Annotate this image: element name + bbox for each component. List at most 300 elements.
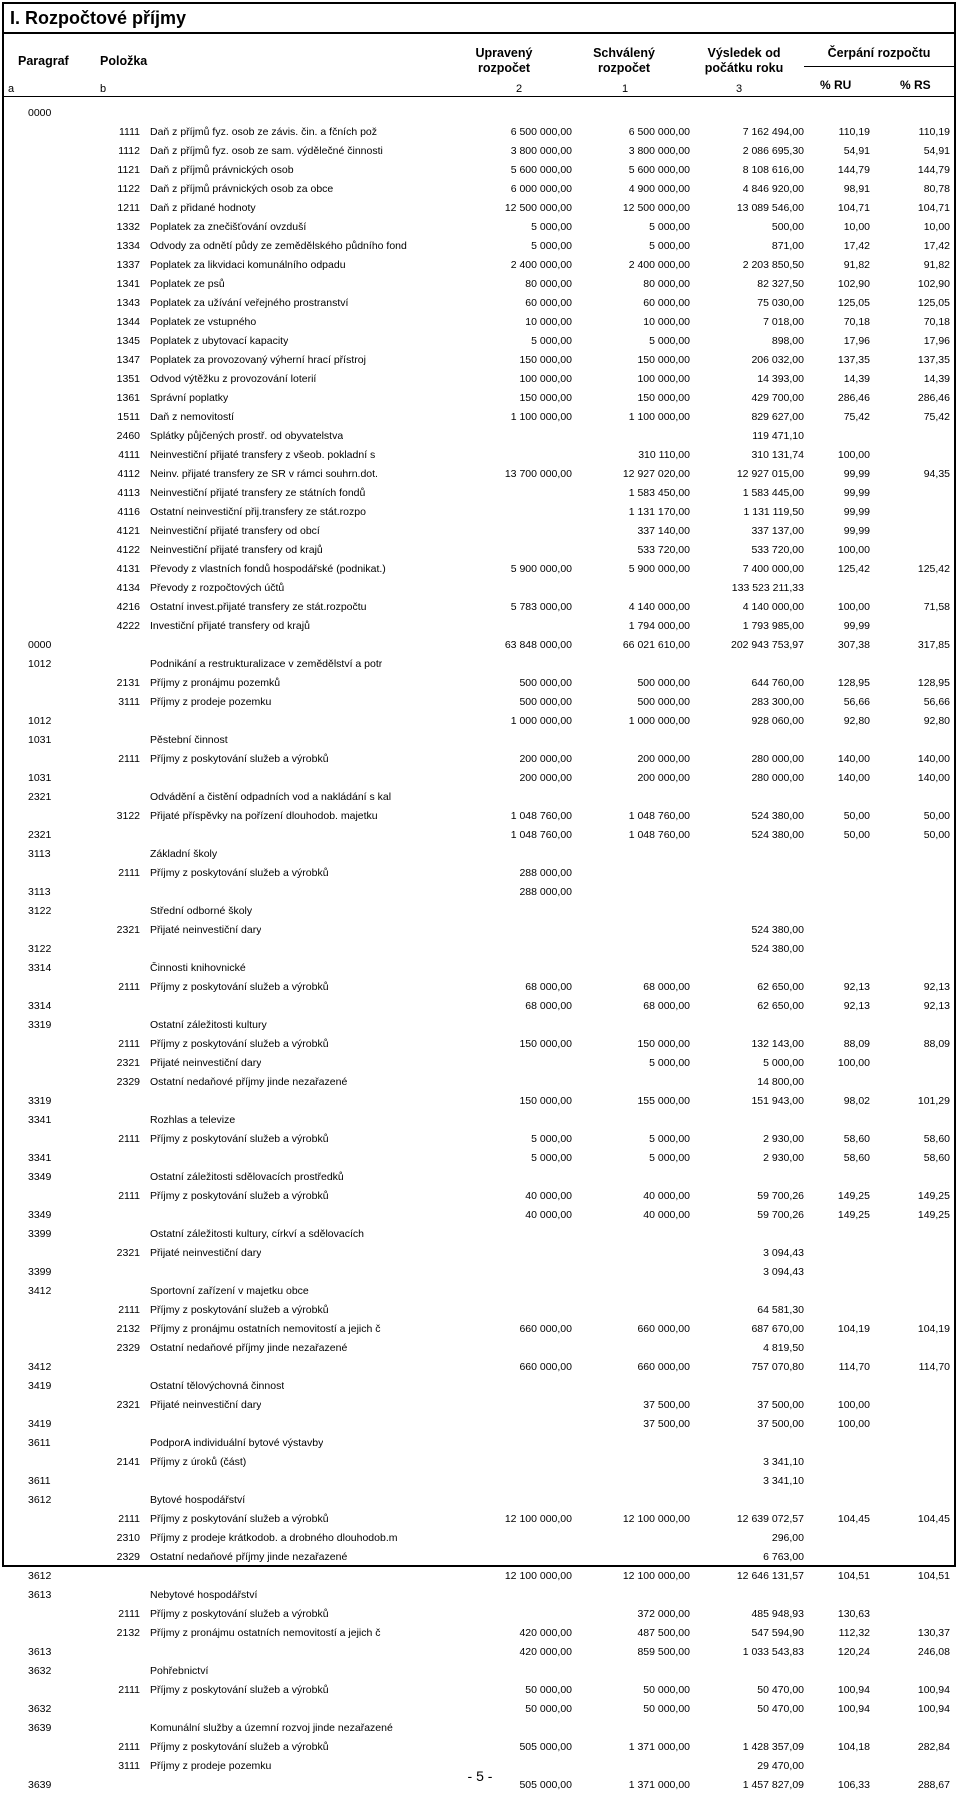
row-schvaleny: 337 140,00: [637, 525, 690, 537]
table-row: [4, 161, 954, 180]
header-polozka: Položka: [100, 54, 148, 68]
row-vysledek: 524 380,00: [751, 924, 804, 936]
page-number: - 5 -: [467, 1768, 493, 1784]
row-upraveny: 5 000,00: [531, 221, 572, 233]
table-row: [4, 541, 954, 560]
row-polozka: 1211: [117, 202, 140, 214]
row-upraveny: 3 800 000,00: [510, 145, 572, 157]
row-schvaleny: 12 927 020,00: [622, 468, 690, 480]
report-frame: [2, 2, 956, 1791]
row-polozka: 1341: [116, 278, 140, 290]
table-row: [4, 959, 954, 978]
table-row: [4, 1453, 954, 1472]
row-schvaleny: 500 000,00: [637, 677, 690, 689]
row-description: Neinvestiční přijaté transfery z všeob. pokladní s: [150, 449, 376, 461]
table-row: [4, 427, 954, 446]
row-polozka: 2111: [118, 1304, 140, 1316]
row-polozka: 1112: [118, 145, 140, 157]
row-upraveny: 12 100 000,00: [504, 1513, 572, 1525]
row-vysledek: 2 930,00: [763, 1133, 804, 1145]
row-schvaleny: 5 000,00: [649, 335, 690, 347]
table-row: [4, 731, 954, 750]
row-pct-rs: 50,00: [923, 810, 950, 822]
header-upraveny-2: rozpočet: [477, 61, 531, 75]
row-schvaleny: 3 800 000,00: [628, 145, 690, 157]
row-schvaleny: 1 131 170,00: [628, 506, 690, 518]
table-row: [4, 674, 954, 693]
row-pct-rs: 104,51: [917, 1570, 950, 1582]
row-pct-ru: 92,13: [843, 981, 870, 993]
row-description: Ostatní nedaňové příjmy jinde nezařazené: [150, 1551, 348, 1563]
row-description: Převody z rozpočtových účtů: [150, 582, 285, 594]
row-vysledek: 132 143,00: [751, 1038, 804, 1050]
row-polozka: 2111: [118, 1190, 140, 1202]
row-schvaleny: 200 000,00: [637, 753, 690, 765]
row-description: Přijaté příspěvky na pořízení dlouhodob. majetku: [150, 810, 378, 822]
row-description: Příjmy z poskytování služeb a výrobků: [150, 1513, 329, 1525]
row-schvaleny: 12 100 000,00: [622, 1570, 690, 1582]
row-vysledek: 4 846 920,00: [742, 183, 804, 195]
row-polozka: 1332: [116, 221, 140, 233]
table-row: [4, 864, 954, 883]
row-paragraf: 3632: [28, 1665, 52, 1677]
row-description: Příjmy z pronájmu ostatních nemovitostí a jejich č: [150, 1323, 381, 1335]
row-polozka: 2111: [118, 981, 140, 993]
row-description: Přijaté neinvestiční dary: [150, 924, 262, 936]
row-upraveny: 150 000,00: [519, 392, 572, 404]
row-pct-ru: 112,32: [838, 1627, 870, 1639]
table-row: [4, 1415, 954, 1434]
row-pct-ru: 128,95: [837, 677, 870, 689]
row-vysledek: 119 471,10: [752, 430, 804, 442]
row-vysledek: 1 131 119,50: [743, 506, 804, 518]
row-pct-ru: 100,94: [837, 1684, 870, 1696]
row-vysledek: 485 948,93: [751, 1608, 804, 1620]
title-bar: [4, 4, 954, 34]
row-paragraf: 3341: [28, 1114, 52, 1126]
row-description: Daň z příjmů právnických osob za obce: [150, 183, 334, 195]
row-paragraf: 3639: [28, 1779, 52, 1791]
table-row: [4, 1092, 954, 1111]
row-description: Poplatek za užívání veřejného prostranství: [150, 297, 349, 309]
row-description: Pohřebnictví: [150, 1665, 209, 1677]
table-row: [4, 1244, 954, 1263]
row-description: Základní školy: [150, 848, 218, 860]
row-upraveny: 6 500 000,00: [510, 126, 572, 138]
row-description: Daň z příjmů fyz. osob ze sam. výdělečné činnosti: [150, 145, 383, 157]
row-upraveny: 5 000,00: [531, 335, 572, 347]
table-row: [4, 560, 954, 579]
row-pct-ru: 104,18: [837, 1741, 870, 1753]
row-description: Příjmy z prodeje krátkodob. a drobného dlouhodob.m: [150, 1532, 398, 1544]
table-row: [4, 1605, 954, 1624]
row-pct-ru: 14,39: [843, 373, 870, 385]
row-description: Neinvestiční přijaté transfery ze státních fondů: [150, 487, 366, 499]
row-pct-ru: 286,46: [837, 392, 870, 404]
row-schvaleny: 1 048 760,00: [628, 810, 690, 822]
row-vysledek: 13 089 546,00: [736, 202, 804, 214]
row-schvaleny: 1 371 000,00: [628, 1779, 690, 1791]
row-schvaleny: 50 000,00: [643, 1684, 690, 1696]
row-pct-rs: 100,94: [917, 1703, 950, 1715]
row-pct-ru: 104,19: [837, 1323, 870, 1335]
header-cerpani: Čerpání rozpočtu: [827, 46, 931, 60]
row-pct-rs: 288,67: [917, 1779, 950, 1791]
row-pct-rs: 317,85: [917, 639, 950, 651]
table-row: [4, 1206, 954, 1225]
table-row: [4, 1320, 954, 1339]
row-pct-ru: 100,94: [837, 1703, 870, 1715]
row-upraveny: 12 100 000,00: [504, 1570, 572, 1582]
row-polozka: 2111: [118, 1133, 140, 1145]
row-schvaleny: 10 000,00: [643, 316, 690, 328]
table-row: [4, 1586, 954, 1605]
row-pct-ru: 100,00: [837, 1399, 870, 1411]
row-polozka: 4131: [116, 563, 140, 575]
table-row: [4, 1681, 954, 1700]
row-schvaleny: 6 500 000,00: [628, 126, 690, 138]
row-schvaleny: 533 720,00: [637, 544, 690, 556]
table-row: [4, 693, 954, 712]
row-schvaleny: 1 794 000,00: [628, 620, 690, 632]
table-row: [4, 1434, 954, 1453]
row-schvaleny: 660 000,00: [637, 1361, 690, 1373]
row-vysledek: 3 094,43: [763, 1266, 804, 1278]
row-pct-ru: 99,99: [843, 487, 870, 499]
row-schvaleny: 500 000,00: [637, 696, 690, 708]
row-description: Podnikání a restrukturalizace v zemědělství a potr: [150, 658, 383, 670]
row-pct-ru: 149,25: [837, 1190, 870, 1202]
row-schvaleny: 372 000,00: [637, 1608, 690, 1620]
row-pct-ru: 100,00: [837, 1057, 870, 1069]
row-polozka: 2321: [116, 1399, 140, 1411]
row-pct-rs: 246,08: [917, 1646, 950, 1658]
row-upraveny: 80 000,00: [525, 278, 572, 290]
row-vysledek: 12 646 131,57: [736, 1570, 804, 1582]
row-upraveny: 150 000,00: [519, 1095, 572, 1107]
table-row: [4, 180, 954, 199]
row-pct-rs: 56,66: [923, 696, 950, 708]
table-row: [4, 712, 954, 731]
header-vysledek-2: počátku roku: [704, 61, 784, 75]
row-vysledek: 59 700,26: [757, 1190, 804, 1202]
row-description: Příjmy z poskytování služeb a výrobků: [150, 1608, 329, 1620]
row-description: Příjmy z poskytování služeb a výrobků: [150, 1038, 329, 1050]
table-row: [4, 997, 954, 1016]
row-schvaleny: 150 000,00: [637, 354, 690, 366]
row-schvaleny: 310 110,00: [638, 449, 690, 461]
row-polozka: 3122: [116, 810, 140, 822]
row-pct-ru: 106,33: [837, 1779, 870, 1791]
row-vysledek: 3 341,10: [763, 1456, 804, 1468]
row-polozka: 3111: [118, 696, 140, 708]
row-description: Ostatní neinvestiční přij.transfery ze stát.rozpo: [150, 506, 366, 518]
row-pct-ru: 17,96: [843, 335, 870, 347]
row-paragraf: 3113: [28, 848, 51, 860]
row-polozka: 4113: [117, 487, 140, 499]
row-paragraf: 3613: [28, 1589, 52, 1601]
row-vysledek: 1 793 985,00: [742, 620, 804, 632]
row-polozka: 1122: [117, 183, 140, 195]
row-pct-rs: 149,25: [917, 1209, 950, 1221]
row-paragraf: 3412: [28, 1285, 52, 1297]
row-pct-ru: 100,00: [837, 544, 870, 556]
row-vysledek: 14 800,00: [757, 1076, 804, 1088]
row-schvaleny: 37 500,00: [643, 1418, 690, 1430]
row-description: Daň z příjmů právnických osob: [150, 164, 294, 176]
row-polozka: 2111: [118, 1038, 140, 1050]
row-description: Ostatní záležitosti kultury, církví a sdělovacích: [150, 1228, 364, 1240]
table-row: [4, 978, 954, 997]
row-paragraf: 3314: [28, 1000, 52, 1012]
row-vysledek: 5 000,00: [763, 1057, 804, 1069]
row-vysledek: 524 380,00: [751, 829, 804, 841]
row-vysledek: 62 650,00: [757, 1000, 804, 1012]
row-pct-ru: 307,38: [837, 639, 870, 651]
row-vysledek: 64 581,30: [757, 1304, 804, 1316]
row-upraveny: 200 000,00: [519, 753, 572, 765]
row-vysledek: 524 380,00: [751, 810, 804, 822]
row-vysledek: 7 400 000,00: [742, 563, 804, 575]
header-sub-b: b: [100, 83, 107, 95]
row-upraveny: 63 848 000,00: [504, 639, 572, 651]
row-pct-ru: 54,91: [843, 145, 870, 157]
header-sub-1: 1: [622, 83, 629, 95]
row-polozka: 1347: [116, 354, 140, 366]
row-vysledek: 7 018,00: [763, 316, 804, 328]
table-row: [4, 351, 954, 370]
table-row: [4, 332, 954, 351]
row-vysledek: 75 030,00: [757, 297, 804, 309]
table-row: [4, 1149, 954, 1168]
table-row: [4, 1548, 954, 1567]
row-vysledek: 82 327,50: [757, 278, 804, 290]
row-polozka: 2132: [116, 1323, 140, 1335]
row-vysledek: 133 523 211,33: [731, 582, 804, 594]
row-polozka: 4216: [116, 601, 140, 613]
row-vysledek: 296,00: [771, 1532, 804, 1544]
row-upraveny: 505 000,00: [519, 1741, 572, 1753]
row-vysledek: 3 341,10: [763, 1475, 804, 1487]
row-description: Příjmy z prodeje pozemku: [150, 696, 272, 708]
table-row: [4, 104, 954, 123]
table-row: [4, 1130, 954, 1149]
row-paragraf: 3613: [28, 1646, 52, 1658]
row-description: PodporA individuální bytové výstavby: [150, 1437, 324, 1449]
row-paragraf: 1012: [28, 658, 52, 670]
table-row: [4, 921, 954, 940]
row-schvaleny: 12 500 000,00: [622, 202, 690, 214]
row-description: Správní poplatky: [150, 392, 229, 404]
table-row: [4, 655, 954, 674]
table-row: [4, 1054, 954, 1073]
row-pct-ru: 99,99: [843, 620, 870, 632]
row-pct-ru: 50,00: [843, 810, 870, 822]
row-vysledek: 524 380,00: [751, 943, 804, 955]
row-paragraf: 3349: [28, 1209, 52, 1221]
row-vysledek: 14 393,00: [757, 373, 804, 385]
row-upraveny: 12 500 000,00: [504, 202, 572, 214]
row-vysledek: 151 943,00: [751, 1095, 804, 1107]
row-description: Příjmy z pronájmu pozemků: [150, 677, 281, 689]
row-description: Ostatní invest.přijaté transfery ze stát.rozpočtu: [150, 601, 367, 613]
row-pct-rs: 128,95: [917, 677, 950, 689]
row-polozka: 2329: [116, 1342, 140, 1354]
table-row: [4, 1263, 954, 1282]
row-vysledek: 4 140 000,00: [742, 601, 804, 613]
row-upraveny: 2 400 000,00: [510, 259, 572, 271]
row-description: Příjmy z poskytování služeb a výrobků: [150, 1741, 329, 1753]
row-paragraf: 3612: [28, 1494, 52, 1506]
row-description: Poplatek za provozovaný výherní hrací přístroj: [150, 354, 366, 366]
row-paragraf: 3632: [28, 1703, 52, 1715]
header-paragraf: Paragraf: [18, 54, 69, 68]
row-paragraf: 3122: [28, 943, 52, 955]
row-schvaleny: 50 000,00: [643, 1703, 690, 1715]
row-pct-ru: 100,00: [837, 601, 870, 613]
row-upraveny: 505 000,00: [519, 1779, 572, 1791]
header-pct-ru: % RU: [820, 78, 852, 92]
row-description: Daň z přidané hodnoty: [150, 202, 256, 214]
row-description: Investiční přijaté transfery od krajů: [150, 620, 310, 632]
row-vysledek: 206 032,00: [751, 354, 804, 366]
row-vysledek: 687 670,00: [751, 1323, 804, 1335]
row-paragraf: 3419: [28, 1380, 52, 1392]
row-pct-ru: 102,90: [837, 278, 870, 290]
table-row: [4, 408, 954, 427]
row-polozka: 1345: [116, 335, 140, 347]
row-paragraf: 3412: [28, 1361, 52, 1373]
row-vysledek: 1 457 827,09: [742, 1779, 804, 1791]
row-pct-rs: 92,80: [923, 715, 950, 727]
table-row: [4, 1035, 954, 1054]
row-pct-rs: 104,71: [917, 202, 950, 214]
table-row: [4, 1301, 954, 1320]
row-description: Neinv. přijaté transfery ze SR v rámci souhrn.dot.: [150, 468, 378, 480]
table-row: [4, 1700, 954, 1719]
row-pct-rs: 125,42: [917, 563, 950, 575]
row-schvaleny: 5 000,00: [649, 1152, 690, 1164]
table-row: [4, 769, 954, 788]
row-schvaleny: 5 000,00: [649, 1057, 690, 1069]
table-row: [4, 1358, 954, 1377]
row-pct-rs: 125,05: [917, 297, 950, 309]
row-pct-rs: 92,13: [923, 981, 950, 993]
row-polozka: 4111: [118, 449, 140, 461]
row-description: Ostatní záležitosti sdělovacích prostředků: [150, 1171, 344, 1183]
row-description: Odvody za odnětí půdy ze zemědělského půdního fond: [150, 240, 407, 252]
row-pct-ru: 88,09: [843, 1038, 870, 1050]
row-polozka: 1121: [117, 164, 140, 176]
row-pct-rs: 14,39: [923, 373, 950, 385]
row-schvaleny: 5 000,00: [649, 1133, 690, 1145]
row-pct-rs: 104,45: [917, 1513, 950, 1525]
table-row: [4, 1396, 954, 1415]
table-row: [4, 1339, 954, 1358]
row-description: Poplatek za znečišťování ovzduší: [150, 221, 307, 233]
row-upraveny: 288 000,00: [519, 867, 572, 879]
row-description: Neinvestiční přijaté transfery od krajů: [150, 544, 323, 556]
table-row: [4, 313, 954, 332]
row-vysledek: 310 131,74: [751, 449, 804, 461]
row-schvaleny: 60 000,00: [643, 297, 690, 309]
row-vysledek: 2 086 695,30: [742, 145, 804, 157]
row-pct-rs: 91,82: [923, 259, 950, 271]
row-pct-rs: 149,25: [917, 1190, 950, 1202]
row-pct-rs: 100,94: [917, 1684, 950, 1696]
row-description: Odvod výtěžku z provozování loterií: [150, 373, 317, 385]
row-schvaleny: 200 000,00: [637, 772, 690, 784]
row-polozka: 3111: [118, 1760, 140, 1772]
row-schvaleny: 4 140 000,00: [628, 601, 690, 613]
row-vysledek: 928 060,00: [751, 715, 804, 727]
row-upraveny: 1 048 760,00: [510, 829, 572, 841]
row-polozka: 2111: [118, 1608, 140, 1620]
table-row: [4, 294, 954, 313]
row-upraveny: 1 048 760,00: [510, 810, 572, 822]
row-pct-ru: 140,00: [837, 772, 870, 784]
table-row: [4, 1168, 954, 1187]
row-upraveny: 1 100 000,00: [510, 411, 572, 423]
table-row: [4, 275, 954, 294]
row-schvaleny: 859 500,00: [637, 1646, 690, 1658]
row-description: Ostatní nedaňové příjmy jinde nezařazené: [150, 1342, 348, 1354]
row-upraveny: 1 000 000,00: [510, 715, 572, 727]
row-description: Daň z nemovitostí: [150, 411, 235, 423]
row-description: Příjmy z poskytování služeb a výrobků: [150, 1133, 329, 1145]
row-upraveny: 150 000,00: [519, 1038, 572, 1050]
row-paragraf: 1031: [28, 734, 52, 746]
row-paragraf: 3319: [28, 1095, 52, 1107]
row-paragraf: 3639: [28, 1722, 52, 1734]
row-polozka: 2329: [116, 1551, 140, 1563]
table-row: [4, 503, 954, 522]
row-vysledek: 50 470,00: [757, 1703, 804, 1715]
table-row: [4, 237, 954, 256]
row-description: Poplatek z ubytovací kapacity: [150, 335, 289, 347]
row-paragraf: 0000: [28, 639, 52, 651]
row-vysledek: 2 930,00: [763, 1152, 804, 1164]
row-schvaleny: 5 000,00: [649, 221, 690, 233]
row-vysledek: 1 033 543,83: [742, 1646, 804, 1658]
row-pct-rs: 140,00: [917, 753, 950, 765]
row-vysledek: 280 000,00: [751, 753, 804, 765]
header-cerpani-divider: [804, 66, 954, 67]
table-row: [4, 579, 954, 598]
row-polozka: 2111: [118, 867, 140, 879]
header-pct-rs: % RS: [900, 78, 931, 92]
row-vysledek: 429 700,00: [751, 392, 804, 404]
table-row: [4, 826, 954, 845]
row-pct-rs: 114,70: [918, 1361, 950, 1373]
header-sub-a: a: [8, 83, 15, 95]
header-upraveny-1: Upravený: [475, 46, 533, 60]
row-pct-rs: 137,35: [917, 354, 950, 366]
row-polozka: 2321: [116, 1057, 140, 1069]
row-upraveny: 420 000,00: [519, 1627, 572, 1639]
table-row: [4, 1643, 954, 1662]
row-upraveny: 13 700 000,00: [504, 468, 572, 480]
row-upraveny: 5 600 000,00: [510, 164, 572, 176]
row-description: Příjmy z úroků (část): [150, 1456, 247, 1468]
row-description: Příjmy z poskytování služeb a výrobků: [150, 1304, 329, 1316]
row-description: Sportovní zařízení v majetku obce: [150, 1285, 309, 1297]
header-sub-3: 3: [736, 83, 743, 95]
row-paragraf: 3349: [28, 1171, 52, 1183]
row-schvaleny: 66 021 610,00: [622, 639, 690, 651]
row-polozka: 2111: [118, 753, 140, 765]
row-upraveny: 40 000,00: [525, 1209, 572, 1221]
